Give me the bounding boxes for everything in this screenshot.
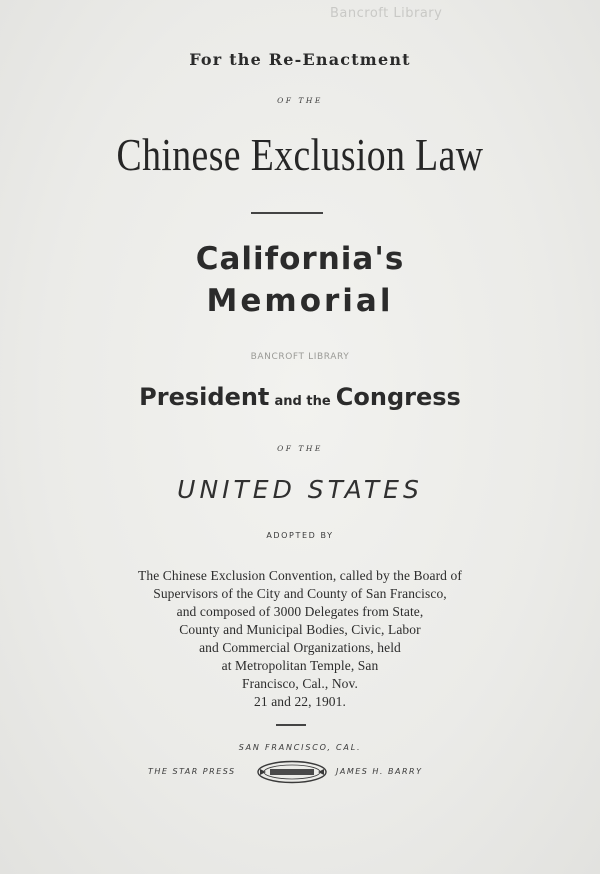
body-line: and composed of 3000 Delegates from State,	[176, 604, 424, 619]
body-line: and Commercial Organizations, held	[199, 640, 401, 655]
president-congress-heading	[0, 383, 600, 411]
and-the-words: and the	[274, 394, 331, 409]
body-line: 21 and 22, 1901.	[254, 694, 346, 709]
of-the-label-2: OF THE	[277, 444, 323, 453]
subtitle-line-1: California's	[195, 241, 405, 277]
body-line: The Chinese Exclusion Convention, called by the Board of	[138, 568, 462, 583]
publisher-name: JAMES H. BARRY	[336, 767, 423, 776]
body-line: Francisco, Cal., Nov.	[242, 676, 358, 691]
adopted-by-label: ADOPTED BY	[266, 531, 334, 540]
of-the-label: OF THE	[277, 96, 323, 105]
body-line: Supervisors of the City and County of San Francisco,	[153, 586, 447, 601]
president-word: President	[139, 383, 270, 411]
body-line: County and Municipal Bodies, Civic, Labor	[179, 622, 421, 637]
publication-city: SAN FRANCISCO, CAL.	[238, 743, 362, 752]
united-states-heading: UNITED STATES	[177, 475, 423, 504]
library-stamp: BANCROFT LIBRARY	[250, 352, 350, 362]
congress-word: Congress	[335, 383, 461, 411]
printer-seal-logo	[256, 760, 328, 784]
main-title: Chinese Exclusion Law	[116, 129, 484, 180]
printer-name: THE STAR PRESS	[148, 767, 236, 776]
subtitle-line-2: Memorial	[206, 283, 394, 319]
body-line: at Metropolitan Temple, San	[221, 658, 379, 673]
divider-rule	[251, 212, 323, 214]
faint-library-stamp: Bancroft Library	[330, 6, 443, 21]
pre-title: For the Re-Enactment	[189, 50, 411, 69]
divider-rule-small	[276, 724, 306, 726]
